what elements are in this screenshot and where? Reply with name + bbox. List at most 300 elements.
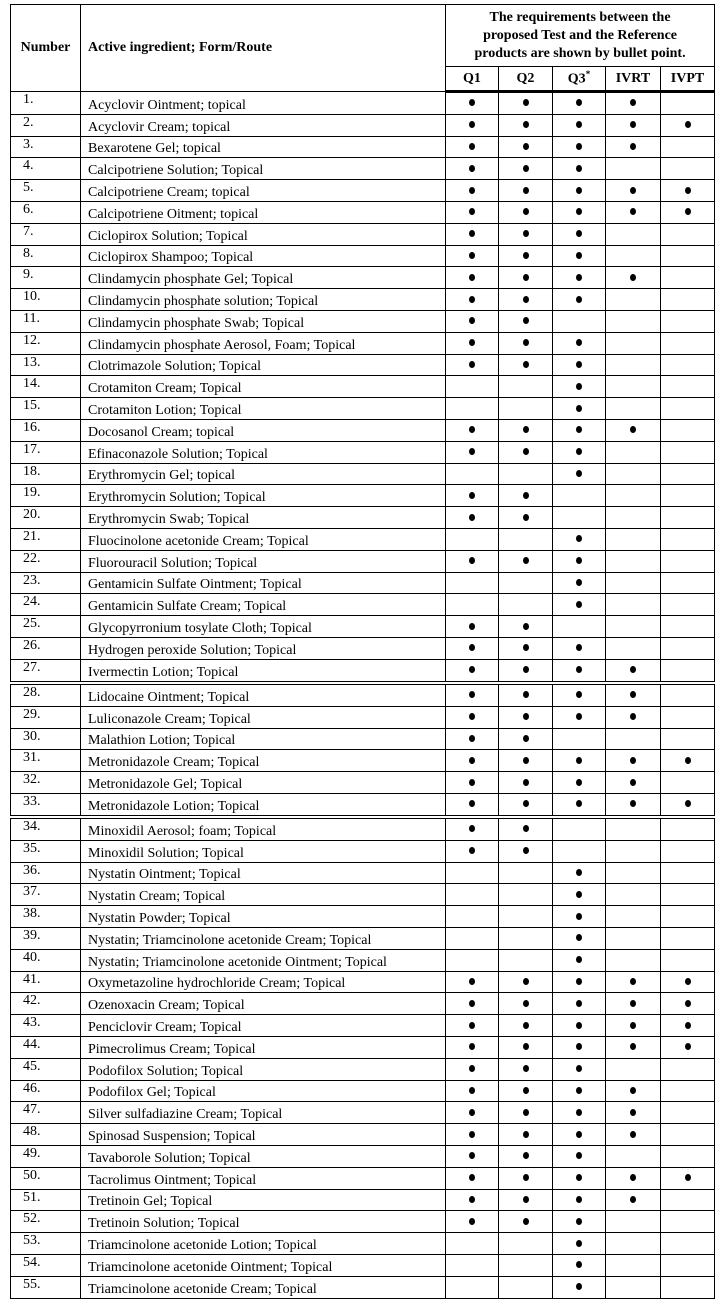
bullet-icon	[576, 913, 582, 920]
row-ingredient: Acyclovir Cream; topical	[81, 114, 446, 136]
cell-ivpt	[661, 289, 715, 311]
bullet-icon	[576, 1196, 582, 1203]
table-row	[11, 1233, 715, 1255]
table-row	[11, 906, 715, 928]
cell-q3	[553, 906, 606, 928]
bullet-icon	[469, 1022, 475, 1029]
header-q3-footnote-mark: *	[585, 69, 591, 80]
bullet-icon	[576, 644, 582, 651]
bullet-icon	[523, 208, 529, 215]
cell-q2	[499, 289, 553, 311]
bullet-icon	[576, 99, 582, 106]
cell-q1	[446, 594, 499, 616]
cell-ivpt	[661, 884, 715, 906]
cell-ivrt	[606, 685, 661, 707]
bullet-icon	[469, 691, 475, 698]
cell-q1	[446, 310, 499, 332]
cell-q2	[499, 245, 553, 267]
cell-q3	[553, 158, 606, 180]
cell-ivpt	[661, 114, 715, 136]
row-number: 49.	[11, 1145, 81, 1167]
row-number: 21.	[11, 528, 81, 550]
header-requirements	[446, 5, 715, 67]
bullet-icon	[576, 691, 582, 698]
bullet-icon	[469, 448, 475, 455]
bullet-icon	[630, 1196, 636, 1203]
row-number: 16.	[11, 419, 81, 441]
cell-q3	[553, 289, 606, 311]
bullet-icon	[523, 492, 529, 499]
table-body-part-3	[11, 819, 715, 1299]
bullet-icon	[523, 847, 529, 854]
table-row	[11, 354, 715, 376]
cell-ivpt	[661, 1102, 715, 1124]
table-row	[11, 819, 715, 841]
row-ingredient: Luliconazole Cream; Topical	[81, 706, 446, 728]
row-number: 33.	[11, 793, 81, 815]
bullet-icon	[523, 165, 529, 172]
cell-ivpt	[661, 267, 715, 289]
cell-q1	[446, 267, 499, 289]
row-number: 27.	[11, 659, 81, 681]
cell-ivrt	[606, 728, 661, 750]
header-q2: Q2	[499, 67, 553, 92]
bullet-icon	[523, 99, 529, 106]
cell-ivrt	[606, 354, 661, 376]
row-number: 15.	[11, 398, 81, 420]
bullet-icon	[576, 1000, 582, 1007]
cell-q3	[553, 572, 606, 594]
cell-q3	[553, 659, 606, 681]
bullet-icon	[469, 492, 475, 499]
bullet-icon	[469, 800, 475, 807]
table-row	[11, 136, 715, 158]
header-requirements-line-3: products are shown by bullet point.	[474, 45, 686, 61]
row-number: 43.	[11, 1015, 81, 1037]
cell-q2	[499, 840, 553, 862]
cell-ivrt	[606, 616, 661, 638]
cell-ivpt	[661, 1058, 715, 1080]
cell-q3	[553, 840, 606, 862]
cell-ivrt	[606, 572, 661, 594]
row-ingredient: Tacrolimus Ointment; Topical	[81, 1167, 446, 1189]
row-ingredient: Lidocaine Ointment; Topical	[81, 685, 446, 707]
bullet-icon	[469, 644, 475, 651]
bullet-icon	[685, 1043, 691, 1050]
cell-ivrt	[606, 993, 661, 1015]
table-row	[11, 1276, 715, 1298]
bullet-icon	[469, 1218, 475, 1225]
bullet-icon	[469, 143, 475, 150]
table-row	[11, 180, 715, 202]
cell-ivrt	[606, 1276, 661, 1298]
row-number: 1.	[11, 92, 81, 115]
header-q1: Q1	[446, 67, 499, 92]
cell-ivpt	[661, 862, 715, 884]
table-row	[11, 1080, 715, 1102]
cell-ivpt	[661, 1276, 715, 1298]
cell-q1	[446, 772, 499, 794]
cell-ivrt	[606, 1036, 661, 1058]
table-row	[11, 927, 715, 949]
bullet-icon	[576, 274, 582, 281]
bullet-icon	[523, 735, 529, 742]
row-number: 6.	[11, 201, 81, 223]
table-row	[11, 685, 715, 707]
cell-q2	[499, 1015, 553, 1037]
bullet-icon	[523, 1087, 529, 1094]
cell-q3	[553, 706, 606, 728]
bullet-icon	[630, 800, 636, 807]
table-row	[11, 594, 715, 616]
row-ingredient: Clindamycin phosphate Gel; Topical	[81, 267, 446, 289]
bullet-icon	[523, 1065, 529, 1072]
cell-ivrt	[606, 289, 661, 311]
cell-q3	[553, 201, 606, 223]
row-ingredient: Triamcinolone acetonide Lotion; Topical	[81, 1233, 446, 1255]
bullet-icon	[523, 1043, 529, 1050]
bullet-icon	[469, 779, 475, 786]
row-ingredient: Nystatin; Triamcinolone acetonide Ointment; Topical	[81, 949, 446, 971]
row-ingredient: Glycopyrronium tosylate Cloth; Topical	[81, 616, 446, 638]
cell-q1	[446, 572, 499, 594]
row-number: 28.	[11, 685, 81, 707]
bullet-icon	[469, 339, 475, 346]
cell-q2	[499, 750, 553, 772]
cell-ivrt	[606, 376, 661, 398]
table-row	[11, 1145, 715, 1167]
bullet-icon	[523, 448, 529, 455]
row-number: 30.	[11, 728, 81, 750]
cell-ivpt	[661, 840, 715, 862]
cell-q1	[446, 1145, 499, 1167]
cell-q3	[553, 793, 606, 815]
cell-q2	[499, 354, 553, 376]
cell-ivrt	[606, 267, 661, 289]
cell-ivrt	[606, 114, 661, 136]
row-ingredient: Tretinoin Solution; Topical	[81, 1211, 446, 1233]
cell-ivpt	[661, 572, 715, 594]
cell-q1	[446, 993, 499, 1015]
table-row	[11, 706, 715, 728]
cell-q1	[446, 485, 499, 507]
cell-q2	[499, 1145, 553, 1167]
row-ingredient: Efinaconazole Solution; Topical	[81, 441, 446, 463]
row-ingredient: Gentamicin Sulfate Cream; Topical	[81, 594, 446, 616]
bullet-icon	[469, 1000, 475, 1007]
row-ingredient: Fluocinolone acetonide Cream; Topical	[81, 528, 446, 550]
cell-q1	[446, 819, 499, 841]
header-q3	[553, 67, 606, 92]
table-row	[11, 114, 715, 136]
cell-ivrt	[606, 637, 661, 659]
cell-ivpt	[661, 906, 715, 928]
bullet-icon	[523, 296, 529, 303]
cell-q3	[553, 862, 606, 884]
cell-q3	[553, 528, 606, 550]
row-ingredient: Metronidazole Gel; Topical	[81, 772, 446, 794]
cell-ivrt	[606, 862, 661, 884]
cell-q3	[553, 332, 606, 354]
bullet-icon	[685, 1022, 691, 1029]
cell-q2	[499, 528, 553, 550]
cell-ivpt	[661, 772, 715, 794]
bullet-icon	[630, 121, 636, 128]
row-ingredient: Clotrimazole Solution; Topical	[81, 354, 446, 376]
cell-q3	[553, 1189, 606, 1211]
cell-q2	[499, 659, 553, 681]
row-number: 29.	[11, 706, 81, 728]
bullet-icon	[630, 143, 636, 150]
row-ingredient: Ozenoxacin Cream; Topical	[81, 993, 446, 1015]
row-number: 53.	[11, 1233, 81, 1255]
cell-ivrt	[606, 1189, 661, 1211]
cell-q3	[553, 594, 606, 616]
cell-q3	[553, 485, 606, 507]
cell-ivpt	[661, 1211, 715, 1233]
cell-q1	[446, 289, 499, 311]
bullet-icon	[469, 274, 475, 281]
bullet-icon	[576, 470, 582, 477]
bullet-icon	[576, 426, 582, 433]
row-ingredient: Triamcinolone acetonide Cream; Topical	[81, 1276, 446, 1298]
table-row	[11, 485, 715, 507]
bullet-icon	[630, 99, 636, 106]
bullet-icon	[630, 187, 636, 194]
cell-q1	[446, 706, 499, 728]
cell-q2	[499, 862, 553, 884]
row-ingredient: Clindamycin phosphate Aerosol, Foam; Topical	[81, 332, 446, 354]
header-requirements-line-1: The requirements between the	[489, 9, 671, 25]
row-number: 34.	[11, 819, 81, 841]
row-number: 7.	[11, 223, 81, 245]
cell-q1	[446, 245, 499, 267]
cell-q2	[499, 463, 553, 485]
row-number: 25.	[11, 616, 81, 638]
cell-q3	[553, 1211, 606, 1233]
cell-q3	[553, 1233, 606, 1255]
cell-q2	[499, 332, 553, 354]
cell-q2	[499, 819, 553, 841]
cell-q2	[499, 485, 553, 507]
header-number: Number	[11, 5, 81, 92]
cell-ivrt	[606, 884, 661, 906]
bullet-icon	[469, 208, 475, 215]
bullet-icon	[523, 274, 529, 281]
cell-q1	[446, 180, 499, 202]
cell-ivpt	[661, 706, 715, 728]
cell-q2	[499, 201, 553, 223]
bullet-icon	[576, 1174, 582, 1181]
row-number: 38.	[11, 906, 81, 928]
bullet-icon	[630, 1022, 636, 1029]
row-number: 40.	[11, 949, 81, 971]
row-number: 10.	[11, 289, 81, 311]
row-ingredient: Clindamycin phosphate solution; Topical	[81, 289, 446, 311]
row-number: 35.	[11, 840, 81, 862]
cell-q2	[499, 376, 553, 398]
row-number: 47.	[11, 1102, 81, 1124]
cell-q2	[499, 1036, 553, 1058]
row-number: 11.	[11, 310, 81, 332]
row-ingredient: Ivermectin Lotion; Topical	[81, 659, 446, 681]
cell-q3	[553, 1080, 606, 1102]
bullet-icon	[576, 187, 582, 194]
table-row	[11, 1036, 715, 1058]
row-ingredient: Oxymetazoline hydrochloride Cream; Topical	[81, 971, 446, 993]
cell-ivrt	[606, 1124, 661, 1146]
bullet-icon	[630, 274, 636, 281]
bullet-icon	[576, 1087, 582, 1094]
cell-ivpt	[661, 659, 715, 681]
cell-ivpt	[661, 1189, 715, 1211]
row-ingredient: Acyclovir Ointment; topical	[81, 92, 446, 115]
row-number: 55.	[11, 1276, 81, 1298]
table-row	[11, 1254, 715, 1276]
table-row	[11, 528, 715, 550]
cell-q3	[553, 1254, 606, 1276]
cell-ivrt	[606, 310, 661, 332]
bullet-icon	[576, 1022, 582, 1029]
row-ingredient: Minoxidil Aerosol; foam; Topical	[81, 819, 446, 841]
bullet-icon	[523, 1109, 529, 1116]
cell-q1	[446, 398, 499, 420]
bullet-icon	[523, 514, 529, 521]
cell-q1	[446, 862, 499, 884]
bullet-icon	[523, 978, 529, 985]
cell-ivrt	[606, 840, 661, 862]
bullet-icon	[576, 956, 582, 963]
cell-ivpt	[661, 1015, 715, 1037]
row-number: 19.	[11, 485, 81, 507]
bullet-icon	[630, 1131, 636, 1138]
table-row	[11, 1102, 715, 1124]
bullet-icon	[576, 869, 582, 876]
row-number: 52.	[11, 1211, 81, 1233]
bullet-icon	[523, 623, 529, 630]
cell-q2	[499, 1254, 553, 1276]
cell-ivpt	[661, 92, 715, 115]
bullet-icon	[469, 735, 475, 742]
cell-q2	[499, 507, 553, 529]
cell-q1	[446, 637, 499, 659]
row-number: 18.	[11, 463, 81, 485]
row-ingredient: Erythromycin Gel; topical	[81, 463, 446, 485]
bullet-icon	[576, 1152, 582, 1159]
cell-q3	[553, 463, 606, 485]
row-number: 13.	[11, 354, 81, 376]
row-ingredient: Tretinoin Gel; Topical	[81, 1189, 446, 1211]
bullet-icon	[576, 535, 582, 542]
row-number: 31.	[11, 750, 81, 772]
cell-ivrt	[606, 550, 661, 572]
bullet-icon	[469, 361, 475, 368]
row-number: 5.	[11, 180, 81, 202]
row-number: 2.	[11, 114, 81, 136]
bullet-icon	[576, 230, 582, 237]
table-row	[11, 223, 715, 245]
table-row	[11, 289, 715, 311]
cell-ivrt	[606, 332, 661, 354]
bullet-icon	[523, 1152, 529, 1159]
requirements-table-part-2	[10, 684, 715, 816]
cell-q2	[499, 1233, 553, 1255]
cell-q2	[499, 706, 553, 728]
cell-q3	[553, 993, 606, 1015]
row-ingredient: Nystatin Cream; Topical	[81, 884, 446, 906]
cell-ivpt	[661, 927, 715, 949]
cell-q2	[499, 685, 553, 707]
cell-ivpt	[661, 507, 715, 529]
cell-ivpt	[661, 728, 715, 750]
cell-q3	[553, 1276, 606, 1298]
bullet-icon	[523, 361, 529, 368]
cell-q1	[446, 332, 499, 354]
cell-q2	[499, 1276, 553, 1298]
row-number: 54.	[11, 1254, 81, 1276]
cell-q3	[553, 772, 606, 794]
cell-q1	[446, 793, 499, 815]
cell-ivrt	[606, 419, 661, 441]
table-row	[11, 1058, 715, 1080]
cell-q2	[499, 793, 553, 815]
cell-ivrt	[606, 772, 661, 794]
cell-ivrt	[606, 1080, 661, 1102]
row-number: 26.	[11, 637, 81, 659]
bullet-icon	[523, 1131, 529, 1138]
table-row	[11, 310, 715, 332]
cell-q2	[499, 616, 553, 638]
bullet-icon	[523, 644, 529, 651]
cell-q1	[446, 1124, 499, 1146]
bullet-icon	[469, 847, 475, 854]
cell-q1	[446, 158, 499, 180]
row-ingredient: Hydrogen peroxide Solution; Topical	[81, 637, 446, 659]
bullet-icon	[523, 230, 529, 237]
cell-ivrt	[606, 245, 661, 267]
bullet-icon	[523, 143, 529, 150]
cell-q3	[553, 1015, 606, 1037]
requirements-table-part-3	[10, 818, 715, 1299]
row-ingredient: Nystatin; Triamcinolone acetonide Cream; Topical	[81, 927, 446, 949]
cell-ivrt	[606, 906, 661, 928]
bullet-icon	[523, 691, 529, 698]
cell-q1	[446, 223, 499, 245]
cell-ivrt	[606, 1015, 661, 1037]
cell-q1	[446, 550, 499, 572]
bullet-icon	[576, 579, 582, 586]
bullet-icon	[469, 978, 475, 985]
cell-q2	[499, 1102, 553, 1124]
cell-q3	[553, 616, 606, 638]
bullet-icon	[685, 187, 691, 194]
row-number: 12.	[11, 332, 81, 354]
row-number: 14.	[11, 376, 81, 398]
cell-ivrt	[606, 706, 661, 728]
cell-q2	[499, 223, 553, 245]
bullet-icon	[523, 666, 529, 673]
table-row	[11, 1167, 715, 1189]
cell-ivpt	[661, 550, 715, 572]
bullet-icon	[469, 1109, 475, 1116]
cell-q1	[446, 949, 499, 971]
cell-q1	[446, 750, 499, 772]
cell-ivrt	[606, 949, 661, 971]
bullet-icon	[576, 601, 582, 608]
cell-q3	[553, 1102, 606, 1124]
cell-q1	[446, 1015, 499, 1037]
cell-q3	[553, 92, 606, 115]
